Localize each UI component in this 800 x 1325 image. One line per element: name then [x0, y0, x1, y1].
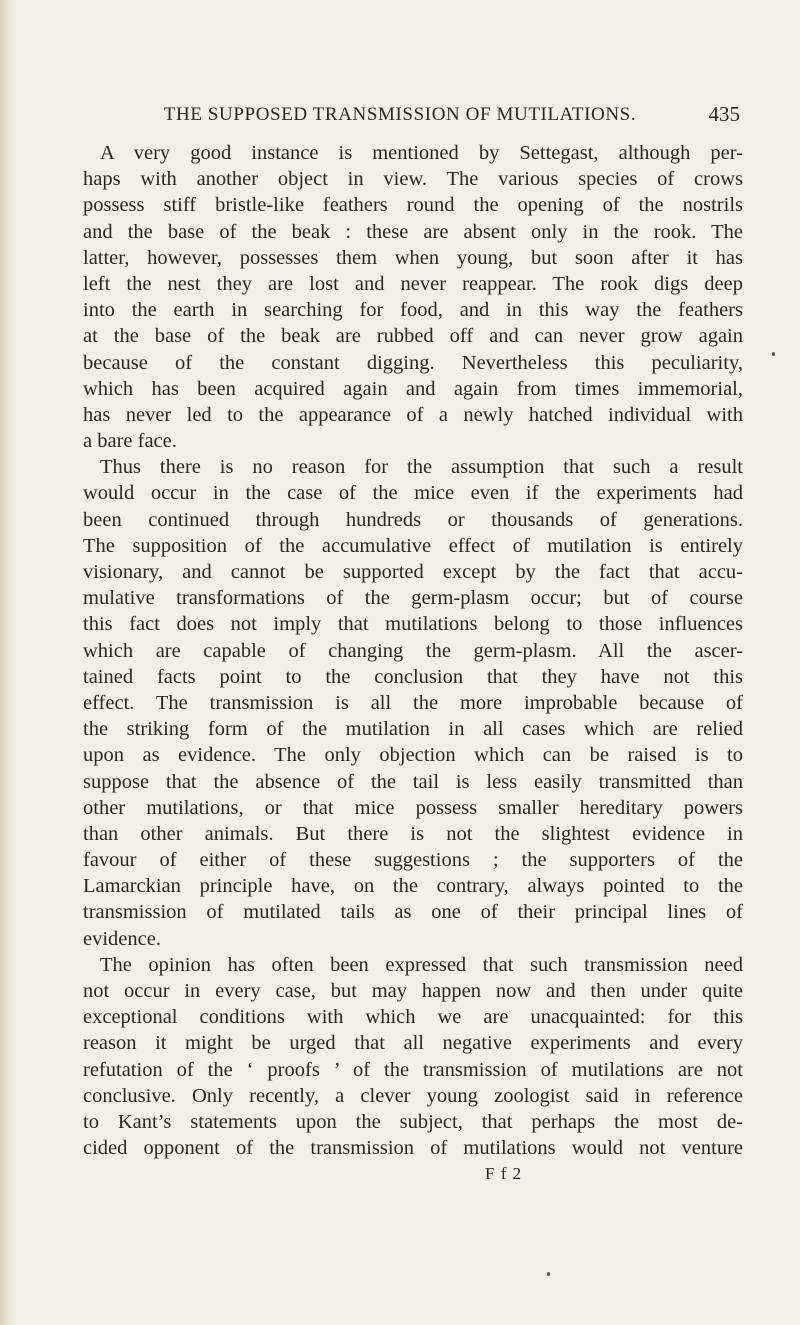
page-number: 435 — [708, 102, 740, 126]
text-line: the striking form of the mutilation in all cases which are relied — [83, 718, 743, 741]
signature-mark: F f 2 — [485, 1164, 523, 1184]
text-line: left the nest they are lost and never reappear. The rook digs deep — [83, 272, 743, 295]
text-line: Thus there is no reason for the assumption that such a result — [100, 456, 743, 479]
text-line: at the base of the beak are rubbed off and can never grow again — [83, 325, 743, 348]
text-line: to Kant’s statements upon the subject, that perhaps the most de- — [83, 1110, 743, 1133]
text-line: has never led to the appearance of a newly hatched individual with — [83, 403, 743, 426]
text-line: because of the constant digging. Nevertheless this peculiarity, — [83, 351, 743, 374]
text-line: than other animals. But there is not the slightest evidence in — [83, 822, 743, 845]
body-text — [83, 140, 743, 1188]
text-line: conclusive. Only recently, a clever young zoologist said in reference — [83, 1084, 743, 1107]
ink-speck — [772, 352, 775, 356]
running-head — [60, 96, 740, 136]
text-line: upon as evidence. The only objection which can be raised is to — [83, 744, 743, 767]
text-line: favour of either of these suggestions ; the supporters of the — [83, 849, 743, 872]
text-line: exceptional conditions with which we are unacquainted: for this — [83, 1006, 743, 1029]
text-line: other mutilations, or that mice possess smaller hereditary powers — [83, 796, 743, 819]
text-line: refutation of the ‘ proofs ’ of the transmission of mutilations are not — [83, 1058, 743, 1081]
text-line: haps with another object in view. The various species of crows — [83, 168, 743, 191]
text-line: transmission of mutilated tails as one of their principal lines of — [83, 901, 743, 924]
text-line: possess stiff bristle-like feathers round the opening of the nostrils — [83, 194, 743, 217]
page-edge-shadow — [0, 0, 14, 1325]
text-line: evidence. — [83, 927, 161, 950]
text-line: not occur in every case, but may happen now and then under quite — [83, 980, 743, 1002]
text-line: been continued through hundreds or thousands of generations. — [83, 508, 743, 531]
text-line: suppose that the absence of the tail is less easily transmitted than — [83, 770, 743, 793]
text-line: and the base of the beak : these are absent only in the rook. The — [83, 220, 743, 243]
text-line: which has been acquired again and again from times immemorial, — [83, 377, 743, 400]
text-line: effect. The transmission is all the more improbable because of — [83, 691, 743, 714]
running-title: THE SUPPOSED TRANSMISSION OF MUTILATIONS. — [163, 104, 637, 125]
text-line: this fact does not imply that mutilations belong to those influences — [83, 613, 743, 636]
text-line: Lamarckian principle have, on the contrary, always pointed to the — [83, 875, 743, 898]
text-line: which are capable of changing the germ-plasm. All the ascer- — [83, 639, 743, 662]
text-line: cided opponent of the transmission of mutilations would not venture — [83, 1137, 743, 1160]
text-line: mulative transformations of the germ-plasm occur; but of course — [83, 587, 743, 610]
text-line: The opinion has often been expressed that such transmission need — [100, 953, 743, 976]
text-line: tained facts point to the conclusion that they have not this — [83, 665, 743, 688]
ink-speck — [547, 1272, 550, 1276]
text-line: a bare face. — [83, 430, 177, 453]
text-line: visionary, and cannot be supported except by the fact that accu- — [83, 561, 743, 583]
text-line: The supposition of the accumulative effect of mutilation is entirely — [83, 534, 743, 557]
text-line: into the earth in searching for food, and in this way the feathers — [83, 299, 743, 322]
text-line: would occur in the case of the mice even if the experiments had — [83, 482, 743, 505]
text-line: A very good instance is mentioned by Settegast, although per- — [100, 142, 743, 164]
text-line: reason it might be urged that all negative experiments and every — [83, 1032, 743, 1055]
text-line: latter, however, possesses them when young, but soon after it has — [83, 246, 743, 269]
